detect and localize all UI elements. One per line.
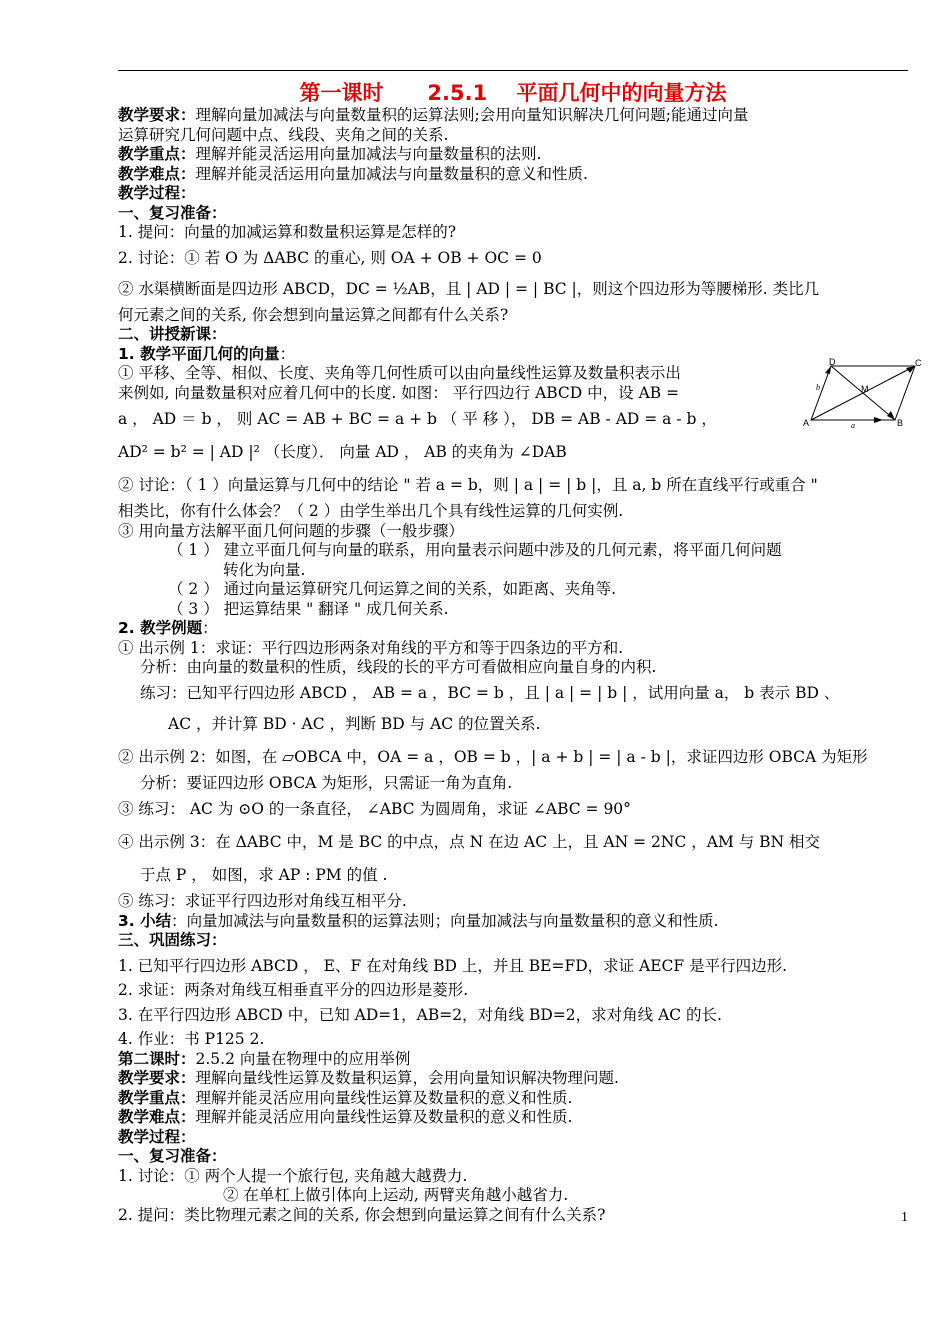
text-line	[118, 1128, 910, 1148]
text-line: 2. 提问：类比物理元素之间的关系, 你会想到向量运算之间有什么关系?	[118, 1205, 606, 1224]
document-body	[118, 106, 910, 1225]
line-label: 3. 小结	[118, 911, 172, 930]
line-text: 理解并能灵活应用向量线性运算及数量积的意义和性质.	[195, 1108, 573, 1126]
text-line: 练习：已知平行四边形 ABCD ， AB = a ，BC = b ，且 | a | = | b | ，试用向量 a， b 表示 BD 、	[140, 683, 840, 702]
text-line	[118, 145, 910, 165]
figure-label-vector-b: b	[816, 383, 820, 392]
line-label: 教学重点：	[118, 1088, 196, 1107]
text-line: 相类比，你有什么体会？（ 2 ）由学生举出几个具有线性运算的几何实例.	[118, 502, 624, 520]
figure-label-b: B	[897, 418, 904, 428]
figure-label-vector-a: a	[851, 421, 855, 428]
text-line: ② 在单杠上做引体向上运动, 两臂夹角越小越省力.	[223, 1186, 569, 1204]
header-rule	[118, 70, 908, 71]
text-line	[118, 619, 910, 639]
text-line: ② 讨论：（ 1 ）向量运算与几何中的结论 " 若 a = b，则 | a | = | b |，且 a, b 所在直线平行或重合 "	[118, 476, 818, 494]
text-line: 1. 提问：向量的加减运算和数量积运算是怎样的?	[118, 223, 457, 241]
text-line: ① 平移、全等、相似、长度、夹角等几何性质可以由向量线性运算及数量积表示出	[118, 364, 681, 382]
line-text: ：	[202, 619, 218, 637]
text-line	[118, 912, 910, 932]
line-label: 二、讲授新课：	[118, 325, 227, 343]
text-line: 分析：要证四边形 OBCA 为矩形，只需证一角为直角.	[140, 773, 513, 792]
text-line	[118, 1147, 910, 1167]
text-line: 分析：由向量的数量积的性质，线段的长的平方可看做相应向量自身的内积.	[140, 658, 657, 676]
line-label: 1. 教学平面几何的向量	[118, 344, 280, 363]
line-label: 教学重点：	[118, 145, 196, 163]
text-line: ② 出示例 2：如图，在 ▱OBCA 中，OA = a ，OB = b ，| a + b | = | a - b |，求证四边形 OBCA 为矩形	[118, 747, 868, 766]
text-line	[118, 165, 910, 185]
text-line: 3. 在平行四边形 ABCD 中，已知 AD=1，AB=2，对角线 BD=2，求对角线 AC 的长.	[118, 1006, 722, 1024]
line-label: 教学要求：	[118, 106, 196, 124]
text-line	[118, 204, 910, 224]
text-line: ④ 出示例 3：在 ΔABC 中，M 是 BC 的中点，点 N 在边 AC 上，且 AN = 2NC ，AM 与 BN 相交	[118, 833, 821, 851]
text-line: 1. 已知平行四边形 ABCD ， E、F 在对角线 BD 上，并且 BE=FD，求证 AECF 是平行四边形.	[118, 956, 788, 975]
text-line: 转化为向量.	[223, 560, 306, 579]
line-text: ：	[279, 344, 296, 363]
text-line	[118, 1050, 910, 1070]
text-line: 来例如, 向量数量积对应着几何中的长度. 如图： 平行四边行 ABCD 中，设 AB =	[118, 383, 680, 402]
line-label: 教学过程：	[118, 184, 196, 202]
line-text: 理解并能灵活运用向量加减法与向量数量积的法则.	[195, 145, 542, 163]
text-line: 何元素之间的关系, 你会想到向量运算之间都有什么关系?	[118, 305, 509, 324]
line-text: 2.5.2 向量在物理中的应用举例	[195, 1049, 411, 1068]
text-line	[118, 1069, 910, 1089]
text-line: 运算研究几何问题中点、线段、夹角之间的关系.	[118, 125, 449, 144]
text-line: ③ 用向量方法解平面几何问题的步骤（一般步骤）	[118, 521, 464, 540]
text-line: ③ 练习： AC 为 ⊙O 的一条直径， ∠ABC 为圆周角，求证 ∠ABC = 90°	[118, 800, 631, 818]
text-line: （ 3 ） 把运算结果 " 翻译 " 成几何关系.	[168, 599, 449, 618]
text-line	[118, 325, 910, 345]
figure-label-d: D	[829, 358, 836, 367]
page-title: 第一课时 2.5.1 平面几何中的向量方法	[299, 81, 727, 105]
text-line: 4. 作业：书 P125 2.	[118, 1030, 265, 1048]
line-label: 三、巩固练习：	[118, 931, 227, 949]
text-line	[118, 1108, 910, 1128]
text-line: AC ，并计算 BD · AC ，判断 BD 与 AC 的位置关系.	[168, 714, 541, 733]
line-label: 2. 教学例题	[118, 619, 203, 637]
line-text: 理解并能灵活应用向量线性运算及数量积的意义和性质.	[195, 1088, 573, 1107]
page-number: 1	[901, 1210, 908, 1225]
text-line: （ 1 ） 建立平面几何与向量的联系，用向量表示问题中涉及的几何元素，将平面几何问题	[168, 541, 782, 559]
text-line	[118, 931, 910, 951]
text-line: 1. 讨论：① 两个人提一个旅行包, 夹角越大越费力.	[118, 1166, 468, 1185]
text-line: 2. 讨论：① 若 O 为 ΔABC 的重心, 则 OA + OB + OC = 0	[118, 248, 542, 267]
text-line	[118, 106, 910, 126]
text-line: 于点 P ， 如图，求 AP : PM 的值 .	[140, 866, 388, 884]
text-line: a ， AD ＝ b ， 则 AC = AB + BC = a + b （ 平 移 ）， DB = AB - AD = a - b ，	[118, 410, 717, 428]
line-label: 教学要求：	[118, 1069, 196, 1087]
parallelogram-figure	[803, 358, 923, 428]
line-label: 教学难点：	[118, 1108, 196, 1126]
line-label: 一、复习准备：	[118, 1147, 227, 1165]
text-line: ⑤ 练习：求证平行四边形对角线互相平分.	[118, 892, 407, 910]
text-line: 2. 求证：两条对角线互相垂直平分的四边形是菱形.	[118, 980, 469, 999]
line-label: 第二课时：	[118, 1049, 196, 1068]
line-label: 教学过程：	[118, 1127, 196, 1146]
text-line: （ 2 ） 通过向量运算研究几何运算之间的关系，如距离、夹角等.	[168, 580, 617, 598]
line-text: 理解向量加减法与向量数量积的运算法则;会用向量知识解决几何问题;能通过向量	[195, 106, 749, 124]
text-line: AD² = b² = | AD |² （长度）． 向量 AD ， AB 的夹角为 ∠DAB	[118, 443, 567, 461]
figure-label-a: A	[803, 418, 810, 428]
text-line: ① 出示例 1：求证：平行四边形两条对角线的平方和等于四条边的平方和.	[118, 638, 624, 657]
text-line	[118, 184, 910, 204]
figure-label-c: C	[915, 358, 922, 368]
line-text: ：向量加减法与向量数量积的运算法则；向量加减法与向量数量积的意义和性质.	[171, 911, 719, 930]
line-label: 教学难点：	[118, 164, 196, 183]
figure-label-m: M	[861, 384, 869, 394]
text-line	[118, 345, 910, 365]
line-text: 理解并能灵活运用向量加减法与向量数量积的意义和性质.	[195, 164, 588, 183]
line-label: 一、复习准备：	[118, 203, 227, 222]
text-line	[118, 1089, 910, 1109]
line-text: 理解向量线性运算及数量积运算，会用向量知识解决物理问题.	[195, 1069, 619, 1087]
text-line: ② 水渠横断面是四边形 ABCD，DC = ½AB，且 | AD | = | BC |，则这个四边形为等腰梯形. 类比几	[118, 279, 820, 298]
